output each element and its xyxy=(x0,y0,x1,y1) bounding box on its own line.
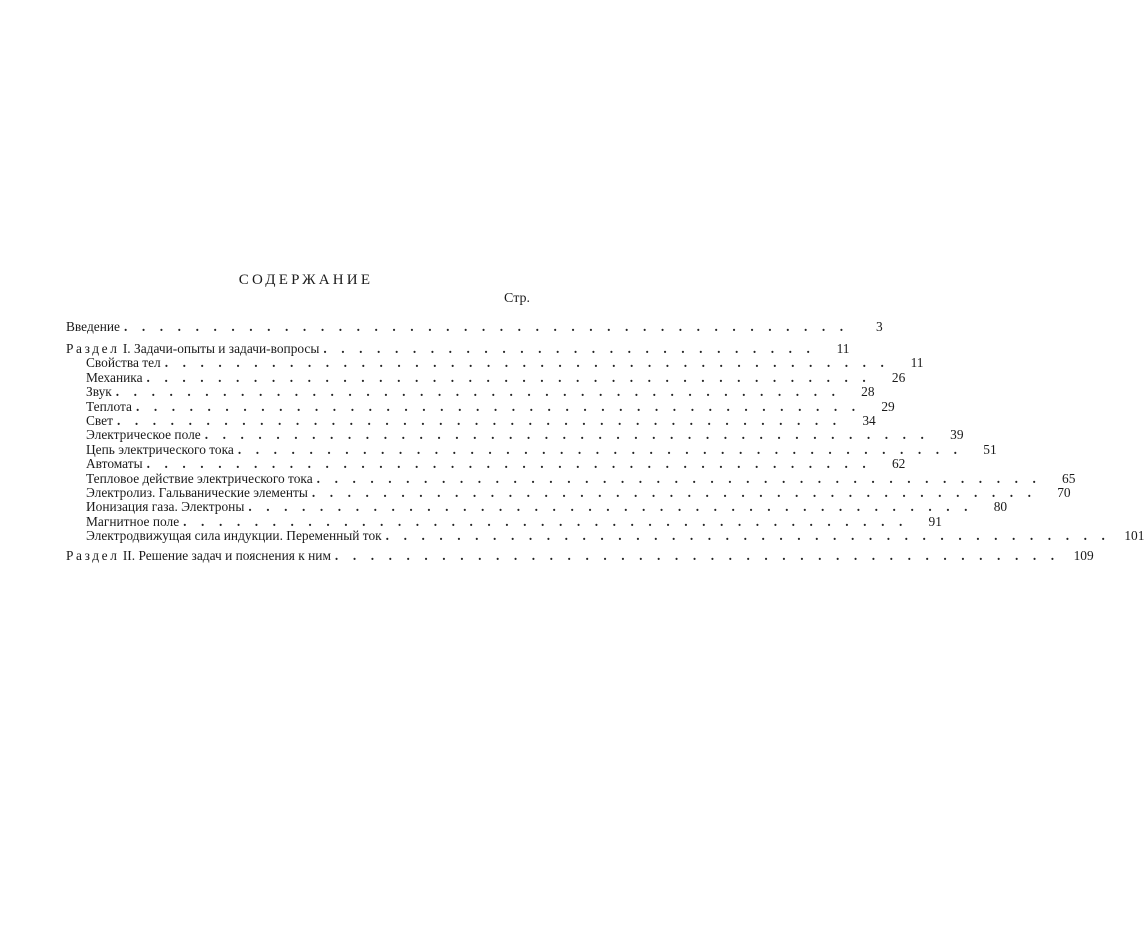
toc-entry-label: Магнитное поле xyxy=(86,513,180,529)
toc-entry-label xyxy=(66,342,323,356)
dot-leader: . . . . . . . . . . . . . . . . . . . . . . . . . . . . . . . . . . . . . . . . . xyxy=(123,319,849,334)
toc-entry xyxy=(66,369,906,385)
toc-entry xyxy=(66,513,942,529)
toc-entry xyxy=(66,470,1076,486)
toc-entry xyxy=(66,318,883,336)
toc-entry-label: Тепловое действие электрического тока xyxy=(86,470,313,486)
toc-entry-page: 101 xyxy=(1124,528,1144,544)
toc-entry xyxy=(66,427,964,443)
toc-entry-page: 80 xyxy=(993,499,1008,515)
dot-leader: . . . . . . . . . . . . . . . . . . . . . . . . . . . . . . . . . . . . . . . . . xyxy=(237,441,963,457)
toc-entry-label: Теплота xyxy=(86,398,132,414)
dot-leader: . . . . . . . . . . . . . . . . . . . . . . . . . . . . . . . . . . . . . . . . . xyxy=(115,384,841,400)
dot-leader: . . . . . . . . . . . . . . . . . . . . . . . . . . . . . . . . . . . . . . . . . xyxy=(116,412,842,428)
dot-leader: . . . . . . . . . . . . . . . . . . . . . . . . . . . . . . . . . . . . . . . . . xyxy=(146,456,872,472)
section-prefix: Раздел xyxy=(66,341,120,356)
toc-entry xyxy=(66,456,906,472)
section-title: I. Задачи-опыты и задачи-вопросы xyxy=(122,341,320,356)
toc-entry-label: Цепь электрического тока xyxy=(86,441,234,457)
toc-entry-section xyxy=(66,548,1094,564)
toc-entry xyxy=(66,355,924,371)
toc-entry-page: 70 xyxy=(1057,484,1071,500)
page-column-label: Стр. xyxy=(504,291,530,306)
toc-entry-label: Автоматы xyxy=(86,456,143,472)
toc-entry-label: Введение xyxy=(66,319,120,334)
dot-leader: . . . . . . . . . . . . . . . . . . . . . . . . . . . . . . . . . . . . . . . . . xyxy=(316,470,1042,486)
toc-entry-page: 39 xyxy=(950,427,964,443)
dot-leader: . . . . . . . . . . . . . . . . . . . . . . . . . . . . xyxy=(323,341,816,356)
dot-leader: . . . . . . . . . . . . . . . . . . . . . . . . . . . . . . . . . . . . . . . . . xyxy=(164,355,890,371)
dot-leader: . . . . . . . . . . . . . . . . . . . . . . . . . . . . . . . . . . . . . . . . . xyxy=(385,528,1111,544)
toc-list xyxy=(66,318,1144,564)
toc-entry-label: Звук xyxy=(86,384,112,400)
toc-entry-label: Электрическое поле xyxy=(86,427,201,443)
toc-title: СОДЕРЖАНИЕ xyxy=(238,272,374,288)
toc-entry-label: Свойства тел xyxy=(86,355,161,371)
toc-entry-page: 91 xyxy=(928,513,942,529)
toc-entry-label xyxy=(66,549,335,563)
toc-entry-label: Электролиз. Гальванические элементы xyxy=(86,484,308,500)
dot-leader: . . . . . . . . . . . . . . . . . . . . . . . . . . . . . . . . . . . . . . . . . xyxy=(183,513,908,529)
toc-entry-page: 28 xyxy=(861,384,875,400)
toc-entry-page: 51 xyxy=(983,441,997,457)
toc-entry xyxy=(66,412,876,428)
toc-entry-section xyxy=(66,341,850,356)
toc-entry xyxy=(66,398,895,414)
dot-leader: . . . . . . . . . . . . . . . . . . . . . . . . . . . . . . . . . . . . . . . . . xyxy=(146,369,872,385)
toc-entry-page: 65 xyxy=(1062,470,1076,486)
toc-entry xyxy=(66,484,1071,500)
dot-leader: . . . . . . . . . . . . . . . . . . . . . . . . . . . . . . . . . . . . . . . . . xyxy=(334,548,1060,564)
toc-entry xyxy=(66,441,997,457)
toc-entry-page: 29 xyxy=(881,398,895,414)
dot-leader: . . . . . . . . . . . . . . . . . . . . . . . . . . . . . . . . . . . . . . . . . xyxy=(311,484,1037,500)
toc-entry-page: 109 xyxy=(1073,548,1094,564)
toc-entry-label: Свет xyxy=(86,412,113,428)
toc-entry xyxy=(66,499,1008,515)
toc-entry-page: 34 xyxy=(862,412,876,428)
dot-leader: . . . . . . . . . . . . . . . . . . . . . . . . . . . . . . . . . . . . . . . . . xyxy=(248,499,974,515)
toc-entry-label: Механика xyxy=(86,369,143,385)
toc-entry-label: Электродвижущая сила индукции. Переменный ток xyxy=(86,528,382,544)
toc-entry-page: 11 xyxy=(910,355,924,371)
toc-entry-page: 26 xyxy=(891,369,906,385)
section-prefix: Раздел xyxy=(66,548,120,564)
section-title: II. Решение задач и пояснения к ним xyxy=(122,548,331,564)
toc-entry-page: 62 xyxy=(891,456,906,472)
toc-entry-page: 11 xyxy=(836,341,850,356)
toc-entry-label: Ионизация газа. Электроны xyxy=(86,499,245,515)
toc-entry xyxy=(66,384,875,400)
dot-leader: . . . . . . . . . . . . . . . . . . . . . . . . . . . . . . . . . . . . . . . . . xyxy=(135,398,861,414)
toc-entry-page: 3 xyxy=(876,319,883,334)
dot-leader: . . . . . . . . . . . . . . . . . . . . . . . . . . . . . . . . . . . . . . . . . xyxy=(204,427,930,443)
toc-entry xyxy=(66,528,1144,544)
